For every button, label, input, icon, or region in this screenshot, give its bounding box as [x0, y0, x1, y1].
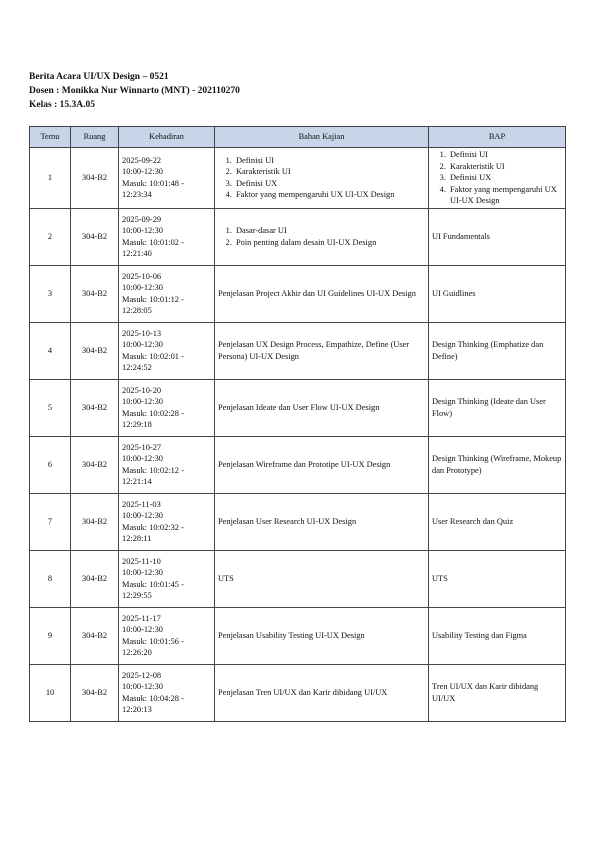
kehadiran-date: 2025-12-08: [122, 670, 162, 680]
bap-cell: [429, 607, 566, 664]
bahan-kajian-cell: [215, 265, 429, 322]
table-row: [30, 148, 566, 209]
kehadiran-keluar: 12:23:34: [122, 190, 152, 200]
column-header-ruang: Ruang: [71, 127, 119, 148]
kehadiran-keluar: 12:29:18: [122, 420, 152, 429]
bahan-kajian-text: Penjelasan Tren UI/UX dan Karir dibidang UI/UX: [218, 687, 388, 697]
list-item: 4. Faktor yang mempengaruhi UX UI-UX Design: [234, 189, 425, 201]
ruang-cell: 304-B2: [71, 550, 119, 607]
list-item: 2. Poin penting dalam desain UI-UX Design: [234, 237, 425, 249]
table-row: [30, 493, 566, 550]
kehadiran-masuk: Masuk: 10:02:01 -: [122, 351, 184, 361]
list-item: 1. Definisi UI: [234, 155, 425, 167]
bahan-kajian-text: Penjelasan Project Akhir dan UI Guidelines UI-UX Design: [218, 288, 416, 298]
bap-text: UTS: [432, 573, 448, 583]
temu-cell: 6: [30, 436, 71, 493]
document-title: Berita Acara UI/UX Design – 0521: [29, 72, 169, 82]
bap-cell: [429, 664, 566, 721]
bap-cell: [429, 322, 566, 379]
ruang-cell: 304-B2: [71, 607, 119, 664]
temu-cell: 8: [30, 550, 71, 607]
kehadiran-date: 2025-11-17: [122, 613, 161, 623]
kehadiran-date: 2025-09-29: [122, 214, 162, 224]
bap-list: [432, 149, 562, 207]
kehadiran-masuk: Masuk: 10:01:48 -: [122, 178, 184, 188]
kehadiran-time: 10:00-12:30: [122, 340, 163, 349]
list-item: 4. Faktor yang mempengaruhi UX UI-UX Design: [448, 184, 562, 207]
bahan-kajian-text: Penjelasan UX Design Process, Empathize, Define (User Persona) UI-UX Design: [218, 340, 410, 361]
bahan-kajian-cell: [215, 379, 429, 436]
bahan-kajian-text: Penjelasan Usability Testing UI-UX Design: [218, 630, 365, 640]
column-header-bahan-kajian: Bahan Kajian: [215, 127, 429, 148]
bap-cell: [429, 148, 566, 209]
bap-cell: [429, 208, 566, 265]
bap-text: UI Fundamentals: [432, 231, 490, 241]
bahan-kajian-cell: [215, 664, 429, 721]
kehadiran-keluar: 12:28:11: [122, 534, 152, 543]
bahan-kajian-list: [218, 155, 425, 201]
kehadiran-masuk: Masuk: 10:01:12 -: [122, 294, 184, 304]
ruang-cell: 304-B2: [71, 436, 119, 493]
kehadiran-keluar: 12:24:52: [122, 363, 152, 372]
ruang-cell: 304-B2: [71, 493, 119, 550]
document-header: [29, 70, 240, 112]
bap-text: Design Thinking (Ideate dan User Flow): [432, 397, 546, 418]
kehadiran-date: 2025-10-13: [122, 328, 162, 338]
list-item: 1. Definisi UI: [448, 149, 562, 161]
bahan-kajian-cell: [215, 208, 429, 265]
column-header-kehadiran: Kehadiran: [119, 127, 215, 148]
list-item: 2. Karakteristik UI: [234, 166, 425, 178]
table-row: [30, 550, 566, 607]
kehadiran-date: 2025-10-06: [122, 271, 162, 281]
kehadiran-cell: [119, 664, 215, 721]
kehadiran-masuk: Masuk: 10:02:28 -: [122, 408, 184, 418]
table-row: [30, 607, 566, 664]
kehadiran-time: 10:00-12:30: [122, 454, 163, 463]
kehadiran-masuk: Masuk: 10:04:28 -: [122, 693, 184, 703]
column-header-bap: BAP: [429, 127, 566, 148]
ruang-cell: 304-B2: [71, 664, 119, 721]
kehadiran-time: 10:00-12:30: [122, 511, 163, 520]
bahan-kajian-cell: [215, 322, 429, 379]
list-item: 3. Definisi UX: [448, 172, 562, 184]
kehadiran-time: 10:00-12:30: [122, 226, 163, 235]
bap-text: Design Thinking (Wireframe, Mokeup dan Prototype): [432, 454, 562, 475]
kehadiran-date: 2025-11-10: [122, 556, 161, 566]
kehadiran-cell: [119, 322, 215, 379]
kehadiran-time: 10:00-12:30: [122, 167, 163, 177]
temu-cell: 4: [30, 322, 71, 379]
class-info: Kelas : 15.3A.05: [29, 100, 95, 110]
bap-text: Usability Testing dan Figma: [432, 630, 527, 640]
kehadiran-cell: [119, 265, 215, 322]
bap-cell: [429, 265, 566, 322]
bap-cell: [429, 493, 566, 550]
bahan-kajian-cell: [215, 493, 429, 550]
kehadiran-masuk: Masuk: 10:01:02 -: [122, 237, 184, 247]
temu-cell: 9: [30, 607, 71, 664]
kehadiran-keluar: 12:26:20: [122, 648, 152, 657]
kehadiran-time: 10:00-12:30: [122, 625, 163, 634]
bap-text: UI Guidlines: [432, 288, 476, 298]
list-item: 1. Dasar-dasar UI: [234, 225, 425, 237]
bap-text: Design Thinking (Emphatize dan Define): [432, 340, 544, 361]
bap-cell: [429, 379, 566, 436]
ruang-cell: 304-B2: [71, 208, 119, 265]
kehadiran-keluar: 12:21:14: [122, 477, 152, 486]
kehadiran-masuk: Masuk: 10:02:32 -: [122, 522, 184, 532]
temu-cell: 2: [30, 208, 71, 265]
list-item: 3. Definisi UX: [234, 178, 425, 190]
bahan-kajian-text: Penjelasan Ideate dan User Flow UI-UX Design: [218, 402, 380, 412]
kehadiran-date: 2025-10-27: [122, 442, 162, 452]
table-row: [30, 664, 566, 721]
kehadiran-cell: [119, 607, 215, 664]
temu-cell: 3: [30, 265, 71, 322]
temu-cell: 1: [30, 148, 71, 209]
kehadiran-time: 10:00-12:30: [122, 682, 163, 691]
column-header-temu: Temu: [30, 127, 71, 148]
temu-cell: 7: [30, 493, 71, 550]
kehadiran-masuk: Masuk: 10:01:45 -: [122, 579, 184, 589]
bahan-kajian-cell: [215, 436, 429, 493]
bap-cell: [429, 550, 566, 607]
table-header-row: [30, 127, 566, 148]
kehadiran-cell: [119, 550, 215, 607]
lecturer-info: Dosen : Monikka Nur Winnarto (MNT) - 202110270: [29, 86, 240, 96]
ruang-cell: 304-B2: [71, 148, 119, 209]
bap-text: Tren UI/UX dan Karir dibidang UI/UX: [432, 682, 539, 703]
table-row: [30, 436, 566, 493]
table-row: [30, 208, 566, 265]
bahan-kajian-text: Penjelasan User Research UI-UX Design: [218, 516, 357, 526]
kehadiran-masuk: Masuk: 10:01:56 -: [122, 636, 184, 646]
list-item: 2. Karakteristik UI: [448, 161, 562, 173]
temu-cell: 10: [30, 664, 71, 721]
bahan-kajian-text: UTS: [218, 573, 234, 583]
kehadiran-cell: [119, 148, 215, 209]
bap-text: User Research dan Quiz: [432, 516, 514, 526]
bahan-kajian-list: [218, 225, 425, 248]
kehadiran-keluar: 12:21:40: [122, 249, 152, 258]
bahan-kajian-cell: [215, 607, 429, 664]
kehadiran-cell: [119, 436, 215, 493]
kehadiran-time: 10:00-12:30: [122, 283, 163, 292]
kehadiran-date: 2025-10-20: [122, 385, 162, 395]
kehadiran-keluar: 12:20:13: [122, 705, 152, 714]
table-row: [30, 379, 566, 436]
bahan-kajian-cell: [215, 148, 429, 209]
ruang-cell: 304-B2: [71, 322, 119, 379]
kehadiran-time: 10:00-12:30: [122, 397, 163, 406]
table-row: [30, 322, 566, 379]
bahan-kajian-text: Penjelasan Wireframe dan Prototipe UI-UX Design: [218, 459, 391, 469]
kehadiran-time: 10:00-12:30: [122, 568, 163, 577]
kehadiran-cell: [119, 379, 215, 436]
kehadiran-keluar: 12:28:05: [122, 306, 152, 315]
attendance-table: [29, 126, 566, 722]
kehadiran-date: 2025-09-22: [122, 155, 162, 165]
ruang-cell: 304-B2: [71, 379, 119, 436]
kehadiran-keluar: 12:29:55: [122, 591, 152, 600]
bahan-kajian-cell: [215, 550, 429, 607]
ruang-cell: 304-B2: [71, 265, 119, 322]
kehadiran-cell: [119, 493, 215, 550]
bap-cell: [429, 436, 566, 493]
temu-cell: 5: [30, 379, 71, 436]
kehadiran-date: 2025-11-03: [122, 499, 161, 509]
kehadiran-masuk: Masuk: 10:02:12 -: [122, 465, 184, 475]
table-row: [30, 265, 566, 322]
kehadiran-cell: [119, 208, 215, 265]
